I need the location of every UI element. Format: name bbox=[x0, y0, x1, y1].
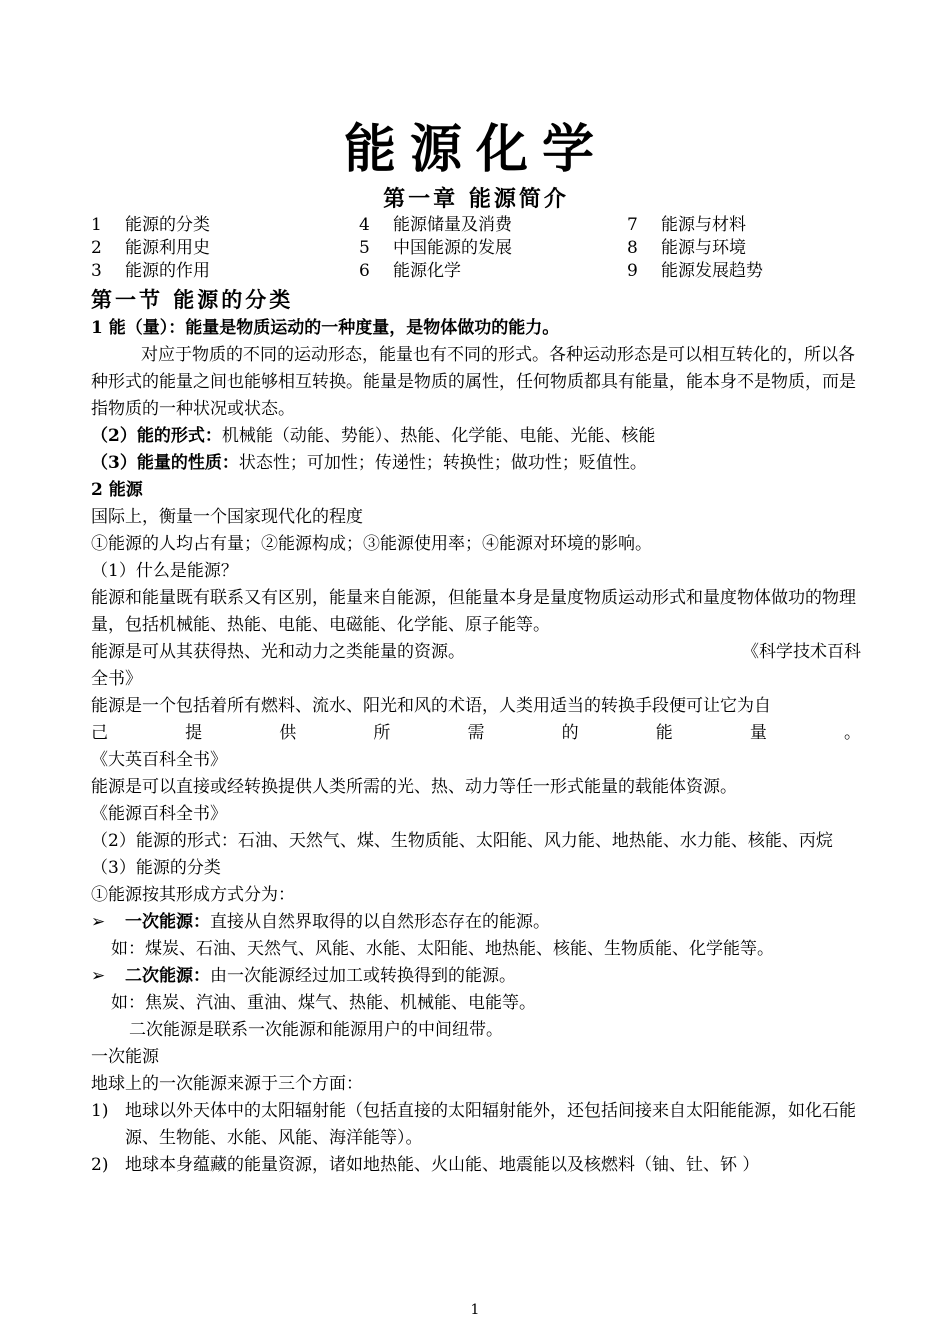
secondary-energy-label: 二次能源： bbox=[125, 966, 210, 986]
toc-label: 能源储量及消费 bbox=[393, 215, 512, 235]
definition-source: 《能源百科全书》 bbox=[91, 804, 227, 824]
paragraph: 一次能源 bbox=[91, 1047, 159, 1067]
section-heading: 第一节 能源的分类 bbox=[91, 287, 294, 312]
definition-line: 能源是一个包括着所有燃料、流水、阳光和风的术语，人类用适当的转换手段便可让它为自 bbox=[91, 696, 771, 716]
primary-energy-label: 一次能源： bbox=[125, 912, 210, 932]
definition-source-cont: 全书》 bbox=[91, 669, 142, 689]
list-item bbox=[91, 1098, 861, 1152]
spread-char: 的 bbox=[561, 723, 579, 743]
spread-char: 。 bbox=[844, 723, 861, 743]
paragraph: ①能源的人均占有量；②能源构成；③能源使用率；④能源对环境的影响。 bbox=[91, 534, 652, 554]
list-item bbox=[91, 1152, 861, 1179]
toc-number: 1 bbox=[91, 215, 102, 235]
paragraph: 二次能源是联系一次能源和能源用户的中间纽带。 bbox=[129, 1020, 503, 1040]
list-item bbox=[91, 963, 861, 990]
toc-item bbox=[359, 237, 627, 260]
toc-number: 9 bbox=[627, 261, 638, 281]
spread-char: 需 bbox=[467, 723, 485, 743]
paragraph: （2）能源的形式：石油、天然气、煤、生物质能、太阳能、风力能、地热能、水力能、核能、丙烷 bbox=[91, 831, 833, 851]
toc-label: 能源与材料 bbox=[661, 215, 746, 235]
toc-label: 中国能源的发展 bbox=[393, 238, 512, 258]
spread-char: 所 bbox=[373, 723, 391, 743]
toc-label: 能源利用史 bbox=[125, 238, 210, 258]
toc-number: 6 bbox=[359, 261, 370, 281]
energy-forms-paragraph: 对应于物质的不同的运动形态，能量也有不同的形式。各种运动形态是可以相互转化的，所以各种形式的能量之间也能够相互转换。能量是物质的属性，任何物质都具有能量，能本身不是物质，而是指物质的一种状况或状态。 bbox=[91, 345, 856, 419]
energy-forms-line bbox=[91, 423, 861, 450]
toc-item bbox=[359, 214, 627, 237]
paragraph: （3）能源的分类 bbox=[91, 858, 221, 878]
paragraph: ①能源按其形成方式分为： bbox=[91, 885, 295, 905]
toc-number: 8 bbox=[627, 238, 638, 258]
definition-source: 《科学技术百科 bbox=[742, 642, 861, 662]
toc-item bbox=[91, 237, 359, 260]
energy-forms-text: 机械能（动能、势能）、热能、化学能、电能、光能、核能 bbox=[221, 426, 656, 446]
toc-label: 能源化学 bbox=[393, 261, 461, 281]
list-item bbox=[91, 909, 861, 936]
definition-line: 能源是可以直接或经转换提供人类所需的光、热、动力等任一形式能量的载能体资源。 bbox=[91, 777, 737, 797]
toc-label: 能源发展趋势 bbox=[661, 261, 763, 281]
spread-char: 供 bbox=[279, 723, 297, 743]
toc-item bbox=[359, 260, 627, 283]
spread-char: 提 bbox=[185, 723, 203, 743]
toc-number: 4 bbox=[359, 215, 370, 235]
toc-label: 能源的作用 bbox=[125, 261, 210, 281]
toc-label: 能源的分类 bbox=[125, 215, 210, 235]
paragraph: 地球上的一次能源来源于三个方面： bbox=[91, 1074, 363, 1094]
definition-text: 能源是可从其获得热、光和动力之类能量的资源。 bbox=[91, 642, 465, 662]
definition-source: 《大英百科全书》 bbox=[91, 750, 227, 770]
secondary-energy-text: 由一次能源经过加工或转换得到的能源。 bbox=[210, 966, 516, 986]
toc-item bbox=[91, 214, 359, 237]
toc-number: 5 bbox=[359, 238, 370, 258]
page-number: 1 bbox=[470, 1302, 480, 1318]
energy-properties-line bbox=[91, 450, 861, 477]
definition-line bbox=[91, 639, 861, 666]
energy-definition: 1 能（量）：能量是物质运动的一种度量，是物体做功的能力。 bbox=[91, 318, 560, 338]
paragraph: 国际上，衡量一个国家现代化的程度 bbox=[91, 507, 363, 527]
toc-item bbox=[91, 260, 359, 283]
spread-char: 量 bbox=[749, 723, 767, 743]
list-text: 地球以外天体中的太阳辐射能（包括直接的太阳辐射能外，还包括间接来自太阳能能源，如化石能源、生物能、水能、风能、海洋能等）。 bbox=[125, 1101, 856, 1148]
definition-spread-line bbox=[91, 720, 861, 747]
energy-properties-text: 状态性；可加性；传递性；转换性；做功性；贬值性。 bbox=[238, 453, 647, 473]
document-body bbox=[91, 118, 861, 1179]
toc-number: 7 bbox=[627, 215, 638, 235]
toc-item bbox=[627, 260, 861, 283]
toc-label: 能源与环境 bbox=[661, 238, 746, 258]
bullet-arrow-icon: ➢ bbox=[91, 966, 106, 986]
bullet-arrow-icon: ➢ bbox=[91, 912, 106, 932]
spread-char: 能 bbox=[655, 723, 673, 743]
toc-item bbox=[627, 237, 861, 260]
spread-char: 己 bbox=[91, 723, 108, 743]
list-number: 1) bbox=[91, 1101, 109, 1121]
document-title: 能源化学 bbox=[343, 119, 608, 180]
energy-forms-label: （2）能的形式： bbox=[91, 426, 222, 446]
paragraph: （1）什么是能源？ bbox=[91, 561, 238, 581]
list-number: 2) bbox=[91, 1155, 109, 1175]
example-line: 如：煤炭、石油、天然气、风能、水能、太阳能、地热能、核能、生物质能、化学能等。 bbox=[111, 939, 774, 959]
toc-number: 3 bbox=[91, 261, 102, 281]
subsection-heading: 2 能源 bbox=[91, 480, 143, 500]
chapter-heading: 第一章 能源简介 bbox=[383, 186, 569, 212]
paragraph: 能源和能量既有联系又有区别，能量来自能源，但能量本身是量度物质运动形式和量度物体做功的物理量，包括机械能、热能、电能、电磁能、化学能、原子能等。 bbox=[91, 588, 856, 635]
toc-number: 2 bbox=[91, 238, 102, 258]
table-of-contents bbox=[91, 214, 861, 283]
list-text: 地球本身蕴藏的能量资源，诸如地热能、火山能、地震能以及核燃料（铀、钍、钚 ） bbox=[125, 1155, 760, 1175]
primary-energy-text: 直接从自然界取得的以自然形态存在的能源。 bbox=[210, 912, 550, 932]
example-line: 如：焦炭、汽油、重油、煤气、热能、机械能、电能等。 bbox=[111, 993, 536, 1013]
toc-item bbox=[627, 214, 861, 237]
energy-properties-label: （3）能量的性质： bbox=[91, 453, 239, 473]
